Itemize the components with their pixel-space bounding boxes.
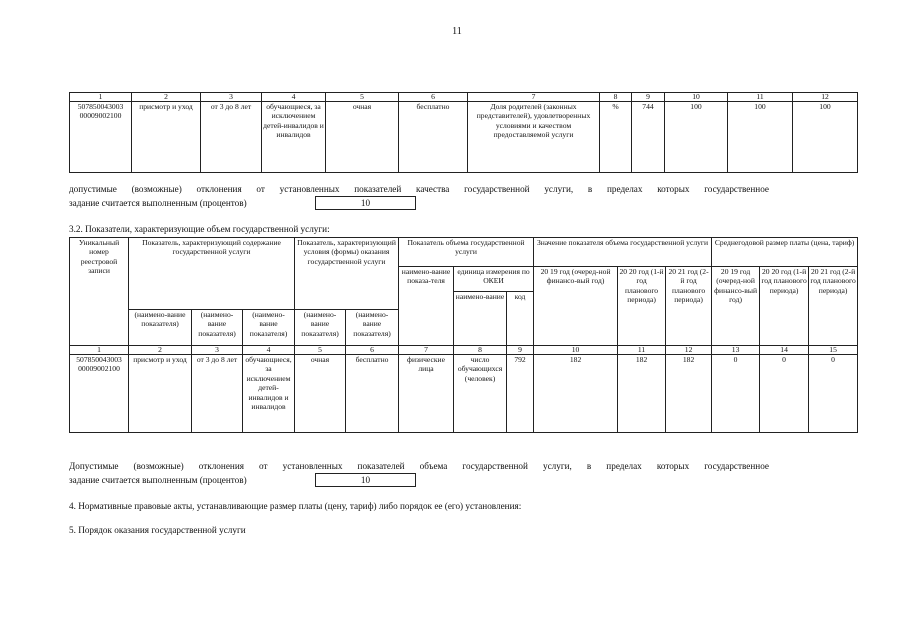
header-unit: единица измерения по ОКЕИ — [454, 267, 534, 292]
column-number-row — [70, 346, 858, 355]
cell-value-2021: 182 — [666, 355, 712, 433]
header-pay-plan2: 20 21 год (2-й год планового периода) — [809, 267, 858, 346]
col-num: 11 — [618, 346, 666, 355]
col-num: 13 — [712, 346, 760, 355]
deviation-quality-text-cont: задание считается выполненным (процентов) — [69, 198, 247, 208]
cell-value-2019: 182 — [534, 355, 618, 433]
col-num: 11 — [728, 93, 793, 102]
header-sub-name: (наимено-вание показателя) — [192, 310, 243, 346]
cell-pay-2021: 0 — [809, 355, 858, 433]
cell-indicator-name: физические лица — [399, 355, 454, 433]
col-num: 1 — [70, 346, 129, 355]
header-unit-name: наимено-вание — [454, 292, 507, 346]
col-num: 4 — [262, 93, 326, 102]
cell-value-2020: 182 — [618, 355, 666, 433]
col-num: 15 — [809, 346, 858, 355]
header-unique-number: Уникальный номер реестровой записи — [70, 238, 129, 346]
col-num: 10 — [534, 346, 618, 355]
col-num: 5 — [295, 346, 346, 355]
cell-value-2019: 100 — [665, 102, 728, 173]
cell-service-content: присмотр и уход — [129, 355, 192, 433]
col-num: 2 — [132, 93, 201, 102]
header-avg-payment: Среднегодовой размер платы (цена, тариф) — [712, 238, 858, 267]
header-row-1 — [70, 238, 858, 267]
cell-indicator-name: Доля родителей (законных представителей), удовлетворенных условиями и качеством предоставляемой услуги — [468, 102, 600, 173]
cell-registry-number: 507850043003 00009002100 — [70, 102, 132, 173]
header-condition-indicator: Показатель, характеризующий условия (формы) оказания государственной услуги — [295, 238, 399, 310]
cell-pay-2020: 0 — [760, 355, 809, 433]
col-num: 1 — [70, 93, 132, 102]
section-4-title: 4. Нормативные правовые акты, устанавливающие размер платы (цену, тариф) либо порядок ее (его) установления: — [69, 501, 522, 511]
col-num: 5 — [326, 93, 399, 102]
cell-value-2020: 100 — [728, 102, 793, 173]
cell-okei-code: 744 — [632, 102, 665, 173]
header-volume-value: Значение показателя объема государственной услуги — [534, 238, 712, 267]
cell-category: обучающиеся, за исключением детей-инвалидов и инвалидов — [262, 102, 326, 173]
col-num: 7 — [468, 93, 600, 102]
header-pay-plan1: 20 20 год (1-й год планового периода) — [760, 267, 809, 346]
col-num: 12 — [666, 346, 712, 355]
cell-unit: % — [600, 102, 632, 173]
cell-category: обучающиеся, за исключением детей-инвалидов и инвалидов — [243, 355, 295, 433]
table-row — [70, 102, 858, 173]
deviation-quality-text: допустимые (возможные) отклонения от установленных показателей качества государственной услуги, в пределах которых государственное — [69, 184, 769, 194]
col-num: 8 — [600, 93, 632, 102]
cell-payment: бесплатно — [346, 355, 399, 433]
header-sub-name: (наимено-вание показателя) — [129, 310, 192, 346]
cell-unit-name: число обучающихся (человек) — [454, 355, 507, 433]
col-num: 14 — [760, 346, 809, 355]
cell-age: от 3 до 8 лет — [201, 102, 262, 173]
header-year-current: 20 19 год (очеред-ной финансо-вый год) — [534, 267, 618, 346]
col-num: 7 — [399, 346, 454, 355]
header-content-indicator: Показатель, характеризующий содержание государственной услуги — [129, 238, 295, 310]
col-num: 3 — [201, 93, 262, 102]
column-number-row — [70, 93, 858, 102]
cell-service-content: присмотр и уход — [132, 102, 201, 173]
header-volume-indicator: Показатель объема государственной услуги — [399, 238, 534, 267]
header-indicator-name: наимено-вание показа-теля — [399, 267, 454, 346]
page-number: 11 — [452, 26, 462, 37]
col-num: 9 — [507, 346, 534, 355]
header-unit-code: код — [507, 292, 534, 346]
col-num: 8 — [454, 346, 507, 355]
header-year-plan1: 20 20 год (1-й год планового периода) — [618, 267, 666, 346]
col-num: 3 — [192, 346, 243, 355]
cell-form: очная — [295, 355, 346, 433]
header-sub-name: (наимено-вание показателя) — [295, 310, 346, 346]
cell-age: от 3 до 8 лет — [192, 355, 243, 433]
cell-payment: бесплатно — [399, 102, 468, 173]
header-sub-name: (наимено-вание показателя) — [243, 310, 295, 346]
col-num: 6 — [399, 93, 468, 102]
deviation-quality-value: 10 — [315, 196, 416, 210]
cell-okei-code: 792 — [507, 355, 534, 433]
col-num: 10 — [665, 93, 728, 102]
cell-value-2021: 100 — [793, 102, 858, 173]
table-row — [70, 355, 858, 433]
col-num: 4 — [243, 346, 295, 355]
col-num: 12 — [793, 93, 858, 102]
deviation-volume-text-cont: задание считается выполненным (процентов) — [69, 475, 247, 485]
col-num: 2 — [129, 346, 192, 355]
volume-indicators-table — [69, 237, 858, 433]
deviation-volume-value: 10 — [315, 473, 416, 487]
col-num: 6 — [346, 346, 399, 355]
col-num: 9 — [632, 93, 665, 102]
cell-registry-number: 507850043003 00009002100 — [70, 355, 129, 433]
cell-pay-2019: 0 — [712, 355, 760, 433]
section-5-title: 5. Порядок оказания государственной услуги — [69, 525, 246, 535]
deviation-volume-text: Допустимые (возможные) отклонения от установленных показателей объема государственной услуги, в пределах которых государственное — [69, 461, 769, 471]
quality-indicators-table — [69, 92, 858, 173]
header-sub-name: (наимено-вание показателя) — [346, 310, 399, 346]
header-year-plan2: 20 21 год (2-й год планового периода) — [666, 267, 712, 346]
cell-form: очная — [326, 102, 399, 173]
section-3-2-title: 3.2. Показатели, характеризующие объем государственной услуги: — [69, 224, 330, 234]
header-pay-current: 20 19 год (очеред-ной финансо-вый год) — [712, 267, 760, 346]
